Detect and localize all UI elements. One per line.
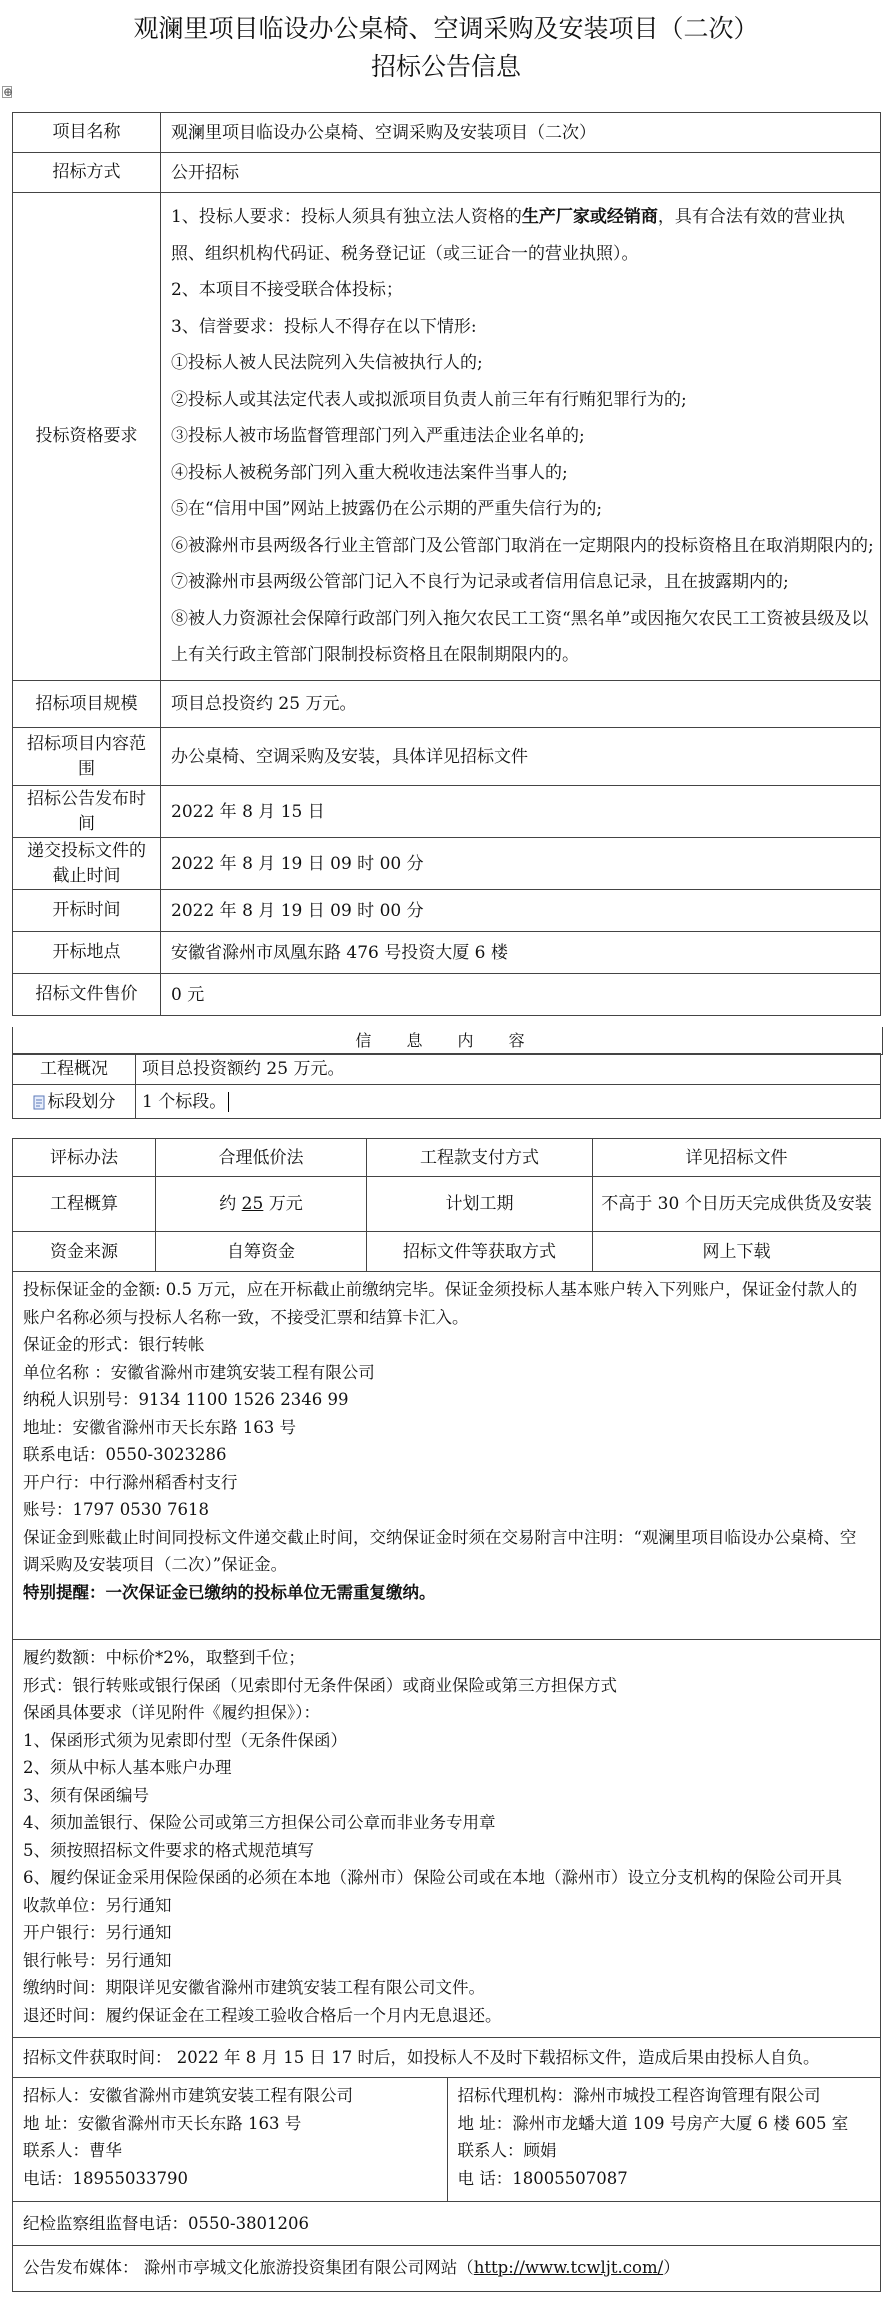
- performance-section: [12, 1640, 881, 2038]
- budget-value: 约 25 万元: [156, 1177, 367, 1232]
- open-time-value: 2022 年 8 月 19 日 09 时 00 分: [161, 890, 881, 932]
- info-content-header: 信 息 内 容: [12, 1027, 883, 1055]
- guarantee-requirements: 保函具体要求（详见附件《履约担保》）：: [23, 1703, 320, 1722]
- eval-method-value: 合理低价法: [156, 1139, 367, 1177]
- agent-person: 联系人：顾娟: [457, 2141, 557, 2160]
- deposit-amount: 投标保证金的金额: 0.5 万元，应在开标截止前缴纳完毕。保证金须投标人基本账户转入下列账户，保证金付款人的账户名称必须与投标人名称一致，不接受汇票和结算卡汇入。: [23, 1280, 858, 1327]
- owner-address: 地 址：安徽省滁州市天长东路 163 号: [23, 2113, 302, 2133]
- credit-item-8: ⑧被人力资源社会保障行政部门列入拖欠农民工工资“黑名单”或因拖欠农民工工资被县级及以上有关行政主管部门限制投标资格且在限制期限内的。: [171, 608, 869, 666]
- deposit-phone: 联系电话：0550-3023286: [23, 1445, 227, 1464]
- deposit-account: 账号：1797 0530 7618: [23, 1500, 209, 1519]
- credit-item-4: ④投标人被税务部门列入重大税收违法案件当事人的;: [171, 462, 568, 483]
- owner-phone: 电话：18955033790: [23, 2168, 188, 2188]
- guarantee-req-5: 5、须按照招标文件要求的格式规范填写: [23, 1840, 314, 1860]
- overview-table: [12, 1053, 881, 1119]
- section-value[interactable]: 1 个标段。: [136, 1085, 881, 1119]
- qualification-item-1: 1、投标人要求：投标人须具有独立法人资格的生产厂家或经销商，具有合法有效的营业执照、组织机构代码证、税务登记证（或三证合一的营业执照）。: [171, 207, 845, 264]
- tender-info-table: [12, 112, 881, 1016]
- page-title: [0, 10, 892, 86]
- credit-item-5: ⑤在“信用中国”网站上披露仍在公示期的严重失信行为的;: [171, 499, 603, 520]
- deposit-note: 保证金到账截止时间同投标文件递交截止时间，交纳保证金时须在交易附言中注明：“观澜里项目临设办公桌椅、空调采购及安装项目（二次）”保证金。: [23, 1527, 857, 1574]
- scope-value: 办公桌椅、空调采购及安装，具体详见招标文件: [161, 728, 881, 786]
- deposit-tax-id: 纳税人识别号：9134 1100 1526 2346 99: [23, 1390, 349, 1409]
- credit-item-6: ⑥被滁州市县两级各行业主管部门及公管部门取消在一定期限内的投标资格且在取消期限内的;: [171, 535, 874, 556]
- publish-time-value: 2022 年 8 月 15 日: [161, 786, 881, 838]
- title-line-1: 观澜里项目临设办公桌椅、空调采购及安装项目（二次）: [133, 14, 759, 43]
- payee: 收款单位：另行通知: [23, 1895, 172, 1915]
- price-label: 招标文件售价: [13, 974, 161, 1016]
- payee-account: 银行帐号：另行通知: [23, 1950, 172, 1970]
- obtain-time-section: [12, 2038, 881, 2078]
- obtain-label: 招标文件等获取方式: [367, 1232, 593, 1272]
- performance-form: 形式：银行转账或银行保函（见索即付无条件保函）或商业保险或第三方担保方式: [23, 1675, 617, 1695]
- qualification-label: 投标资格要求: [13, 193, 161, 681]
- contacts-section: [12, 2078, 881, 2202]
- owner-person: 联系人：曹华: [23, 2141, 122, 2160]
- overview-value: 项目总投资额约 25 万元。: [136, 1054, 881, 1085]
- deposit-unit: 单位名称 ：安徽省滁州市建筑安装工程有限公司: [23, 1362, 375, 1382]
- guarantee-req-1: 1、保函形式须为见索即付型（无条件保函）: [23, 1730, 347, 1750]
- section-label: 标段划分: [13, 1085, 136, 1119]
- media-section: [12, 2246, 881, 2292]
- deadline-label: 递交投标文件的截止时间: [13, 838, 161, 890]
- obtain-value: 网上下载: [593, 1232, 881, 1272]
- period-value: 不高于 30 个日历天完成供货及安装: [593, 1177, 881, 1232]
- document-icon: [33, 1095, 46, 1110]
- payee-bank: 开户银行：另行通知: [23, 1923, 172, 1942]
- guarantee-req-4: 4、须加盖银行、保险公司或第三方担保公司公章而非业务专用章: [23, 1813, 496, 1832]
- owner-contact: [13, 2078, 447, 2201]
- credit-item-7: ⑦被滁州市县两级公管部门记入不良行为记录或者信用信息记录，且在披露期内的;: [171, 572, 789, 593]
- obtain-time: 招标文件获取时间： 2022 年 8 月 15 日 17 时后，如投标人不及时下载招标文件，造成后果由投标人自负。: [23, 2048, 820, 2067]
- qualification-item-3: 3、信誉要求：投标人不得存在以下情形:: [171, 316, 477, 337]
- method-value: 公开招标: [161, 153, 881, 193]
- fund-value: 自筹资金: [156, 1232, 367, 1272]
- deposit-section: [12, 1272, 881, 1640]
- open-time-label: 开标时间: [13, 890, 161, 932]
- credit-item-2: ②投标人或其法定代表人或拟派项目负责人前三年有行贿犯罪行为的;: [171, 389, 687, 410]
- project-name-value: 观澜里项目临设办公桌椅、空调采购及安装项目（二次）: [161, 113, 881, 153]
- fund-label: 资金来源: [13, 1232, 156, 1272]
- agent-name: 招标代理机构：滁州市城投工程咨询管理有限公司: [457, 2086, 821, 2105]
- deadline-value: 2022 年 8 月 19 日 09 时 00 分: [161, 838, 881, 890]
- refund-time: 退还时间：履约保证金在工程竣工验收合格后一个月内无息退还。: [23, 2005, 502, 2025]
- payment-value: 详见招标文件: [593, 1139, 881, 1177]
- agent-phone: 电 话：18005507087: [457, 2168, 628, 2188]
- title-line-2: 招标公告信息: [370, 52, 521, 81]
- guarantee-req-6: 6、履约保证金采用保险保函的必须在本地（滁州市）保险公司或在本地（滁州市）设立分支机构的保险公司开具: [23, 1868, 842, 1887]
- publish-time-label: 招标公告发布时间: [13, 786, 161, 838]
- open-place-value: 安徽省滁州市凤凰东路 476 号投资大厦 6 楼: [161, 932, 881, 974]
- credit-item-1: ①投标人被人民法院列入失信被执行人的;: [171, 353, 483, 374]
- owner-name: 招标人：安徽省滁州市建筑安装工程有限公司: [23, 2086, 353, 2105]
- publish-media: 公告发布媒体： 滁州市亭城文化旅游投资集团有限公司网站（http://www.tcwljt.com/）: [23, 2258, 680, 2277]
- deposit-address: 地址：安徽省滁州市天长东路 163 号: [23, 1417, 296, 1437]
- evaluation-table: [12, 1138, 881, 1272]
- agent-contact: [447, 2078, 881, 2201]
- budget-label: 工程概算: [13, 1177, 156, 1232]
- guarantee-req-3: 3、须有保函编号: [23, 1785, 149, 1805]
- scope-label: 招标项目内容范围: [13, 728, 161, 786]
- media-link[interactable]: http://www.tcwljt.com/: [473, 2258, 664, 2277]
- deposit-reminder: 特别提醒：一次保证金已缴纳的投标单位无需重复缴纳。: [23, 1582, 436, 1602]
- project-name-label: 项目名称: [13, 113, 161, 153]
- table-anchor-icon[interactable]: ⊕: [3, 85, 14, 99]
- overview-label: 工程概况: [13, 1054, 136, 1085]
- eval-method-label: 评标办法: [13, 1139, 156, 1177]
- scale-label: 招标项目规模: [13, 681, 161, 728]
- supervision-phone: 纪检监察组监督电话：0550-3801206: [23, 2214, 310, 2233]
- agent-address: 地 址：滁州市龙蟠大道 109 号房产大厦 6 楼 605 室: [457, 2113, 849, 2133]
- qualification-requirements: [161, 193, 881, 681]
- credit-item-3: ③投标人被市场监督管理部门列入严重违法企业名单的;: [171, 426, 585, 447]
- deposit-form: 保证金的形式：银行转帐: [23, 1335, 205, 1354]
- supervision-section: [12, 2202, 881, 2246]
- period-label: 计划工期: [367, 1177, 593, 1232]
- method-label: 招标方式: [13, 153, 161, 193]
- scale-value: 项目总投资约 25 万元。: [161, 681, 881, 728]
- payment-label: 工程款支付方式: [367, 1139, 593, 1177]
- open-place-label: 开标地点: [13, 932, 161, 974]
- qualification-item-2: 2、本项目不接受联合体投标；: [171, 280, 403, 301]
- performance-amount: 履约数额：中标价*2%，取整到千位；: [23, 1648, 305, 1667]
- deposit-bank: 开户行：中行滁州稻香村支行: [23, 1472, 238, 1492]
- payment-time: 缴纳时间：期限详见安徽省滁州市建筑安装工程有限公司文件。: [23, 1978, 485, 1997]
- price-value: 0 元: [161, 974, 881, 1016]
- guarantee-req-2: 2、须从中标人基本账户办理: [23, 1758, 232, 1777]
